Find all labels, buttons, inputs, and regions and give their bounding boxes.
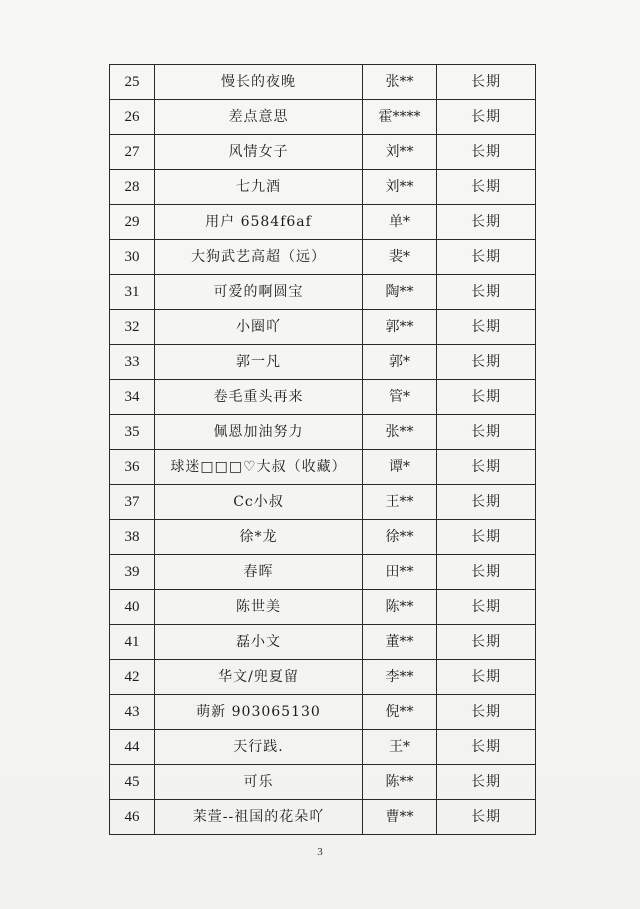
term-cell: 长期: [437, 485, 536, 520]
term-cell: 长期: [437, 345, 536, 380]
term-cell: 长期: [437, 800, 536, 835]
row-number-cell: 39: [110, 555, 155, 590]
term-cell: 长期: [437, 765, 536, 800]
row-number-cell: 38: [110, 520, 155, 555]
term-cell: 长期: [437, 65, 536, 100]
nickname-cell: Cc小叔: [155, 485, 363, 520]
term-cell: 长期: [437, 695, 536, 730]
nickname-cell: 可爱的啊圆宝: [155, 275, 363, 310]
table-row: [110, 520, 536, 555]
nickname-cell: 天行践.: [155, 730, 363, 765]
term-cell: 长期: [437, 380, 536, 415]
term-cell: 长期: [437, 275, 536, 310]
table-row: [110, 205, 536, 240]
table-row: [110, 485, 536, 520]
nickname-cell: 用户 6584f6af: [155, 205, 363, 240]
table-row: [110, 625, 536, 660]
masked-name-cell: 单*: [363, 205, 437, 240]
masked-name-cell: 徐**: [363, 520, 437, 555]
nickname-cell: 小圈吖: [155, 310, 363, 345]
masked-name-cell: 裴*: [363, 240, 437, 275]
masked-name-cell: 谭*: [363, 450, 437, 485]
table-row: [110, 310, 536, 345]
table-row: [110, 800, 536, 835]
row-number-cell: 32: [110, 310, 155, 345]
row-number-cell: 45: [110, 765, 155, 800]
row-number-cell: 40: [110, 590, 155, 625]
nickname-cell: 华文/兜夏留: [155, 660, 363, 695]
term-cell: 长期: [437, 135, 536, 170]
term-cell: 长期: [437, 100, 536, 135]
term-cell: 长期: [437, 555, 536, 590]
masked-name-cell: 陈**: [363, 590, 437, 625]
table-row: [110, 695, 536, 730]
masked-name-cell: 陈**: [363, 765, 437, 800]
term-cell: 长期: [437, 450, 536, 485]
row-number-cell: 36: [110, 450, 155, 485]
masked-name-cell: 曹**: [363, 800, 437, 835]
term-cell: 长期: [437, 660, 536, 695]
masked-name-cell: 刘**: [363, 170, 437, 205]
masked-name-cell: 霍****: [363, 100, 437, 135]
masked-name-cell: 李**: [363, 660, 437, 695]
nickname-cell: 佩恩加油努力: [155, 415, 363, 450]
row-number-cell: 33: [110, 345, 155, 380]
nickname-cell: 萌新 903065130: [155, 695, 363, 730]
row-number-cell: 46: [110, 800, 155, 835]
table-row: [110, 135, 536, 170]
term-cell: 长期: [437, 520, 536, 555]
masked-name-cell: 田**: [363, 555, 437, 590]
masked-name-cell: 张**: [363, 415, 437, 450]
row-number-cell: 30: [110, 240, 155, 275]
row-number-cell: 44: [110, 730, 155, 765]
term-cell: 长期: [437, 240, 536, 275]
term-cell: 长期: [437, 415, 536, 450]
table-row: [110, 170, 536, 205]
term-cell: 长期: [437, 625, 536, 660]
row-number-cell: 27: [110, 135, 155, 170]
table-row: [110, 275, 536, 310]
term-cell: 长期: [437, 590, 536, 625]
row-number-cell: 34: [110, 380, 155, 415]
masked-name-cell: 王*: [363, 730, 437, 765]
table-row: [110, 100, 536, 135]
nickname-cell: 七九酒: [155, 170, 363, 205]
row-number-cell: 37: [110, 485, 155, 520]
table-row: [110, 240, 536, 275]
nickname-cell: 球迷□□□♡大叔（收藏）: [155, 450, 363, 485]
masked-name-cell: 郭**: [363, 310, 437, 345]
row-number-cell: 41: [110, 625, 155, 660]
nickname-cell: 卷毛重头再来: [155, 380, 363, 415]
table-row: [110, 730, 536, 765]
masked-name-cell: 郭*: [363, 345, 437, 380]
table-row: [110, 380, 536, 415]
row-number-cell: 26: [110, 100, 155, 135]
masked-name-cell: 陶**: [363, 275, 437, 310]
nickname-cell: 陈世美: [155, 590, 363, 625]
nickname-cell: 郭一凡: [155, 345, 363, 380]
page-number: 3: [317, 846, 323, 858]
roster-table-body: [110, 65, 536, 835]
masked-name-cell: 倪**: [363, 695, 437, 730]
table-row: [110, 765, 536, 800]
row-number-cell: 28: [110, 170, 155, 205]
nickname-cell: 茉萱--祖国的花朵吖: [155, 800, 363, 835]
nickname-cell: 慢长的夜晚: [155, 65, 363, 100]
term-cell: 长期: [437, 730, 536, 765]
masked-name-cell: 董**: [363, 625, 437, 660]
nickname-cell: 风情女子: [155, 135, 363, 170]
nickname-cell: 春晖: [155, 555, 363, 590]
row-number-cell: 35: [110, 415, 155, 450]
term-cell: 长期: [437, 170, 536, 205]
table-row: [110, 450, 536, 485]
masked-name-cell: 刘**: [363, 135, 437, 170]
nickname-cell: 徐*龙: [155, 520, 363, 555]
masked-name-cell: 张**: [363, 65, 437, 100]
table-row: [110, 65, 536, 100]
masked-name-cell: 王**: [363, 485, 437, 520]
nickname-cell: 差点意思: [155, 100, 363, 135]
table-row: [110, 415, 536, 450]
row-number-cell: 42: [110, 660, 155, 695]
table-row: [110, 590, 536, 625]
row-number-cell: 29: [110, 205, 155, 240]
nickname-cell: 大狗武艺高超（远）: [155, 240, 363, 275]
row-number-cell: 31: [110, 275, 155, 310]
table-row: [110, 555, 536, 590]
nickname-cell: 可乐: [155, 765, 363, 800]
row-number-cell: 43: [110, 695, 155, 730]
masked-name-cell: 管*: [363, 380, 437, 415]
nickname-cell: 磊小文: [155, 625, 363, 660]
term-cell: 长期: [437, 310, 536, 345]
term-cell: 长期: [437, 205, 536, 240]
table-row: [110, 660, 536, 695]
roster-table: [109, 64, 536, 835]
row-number-cell: 25: [110, 65, 155, 100]
table-row: [110, 345, 536, 380]
